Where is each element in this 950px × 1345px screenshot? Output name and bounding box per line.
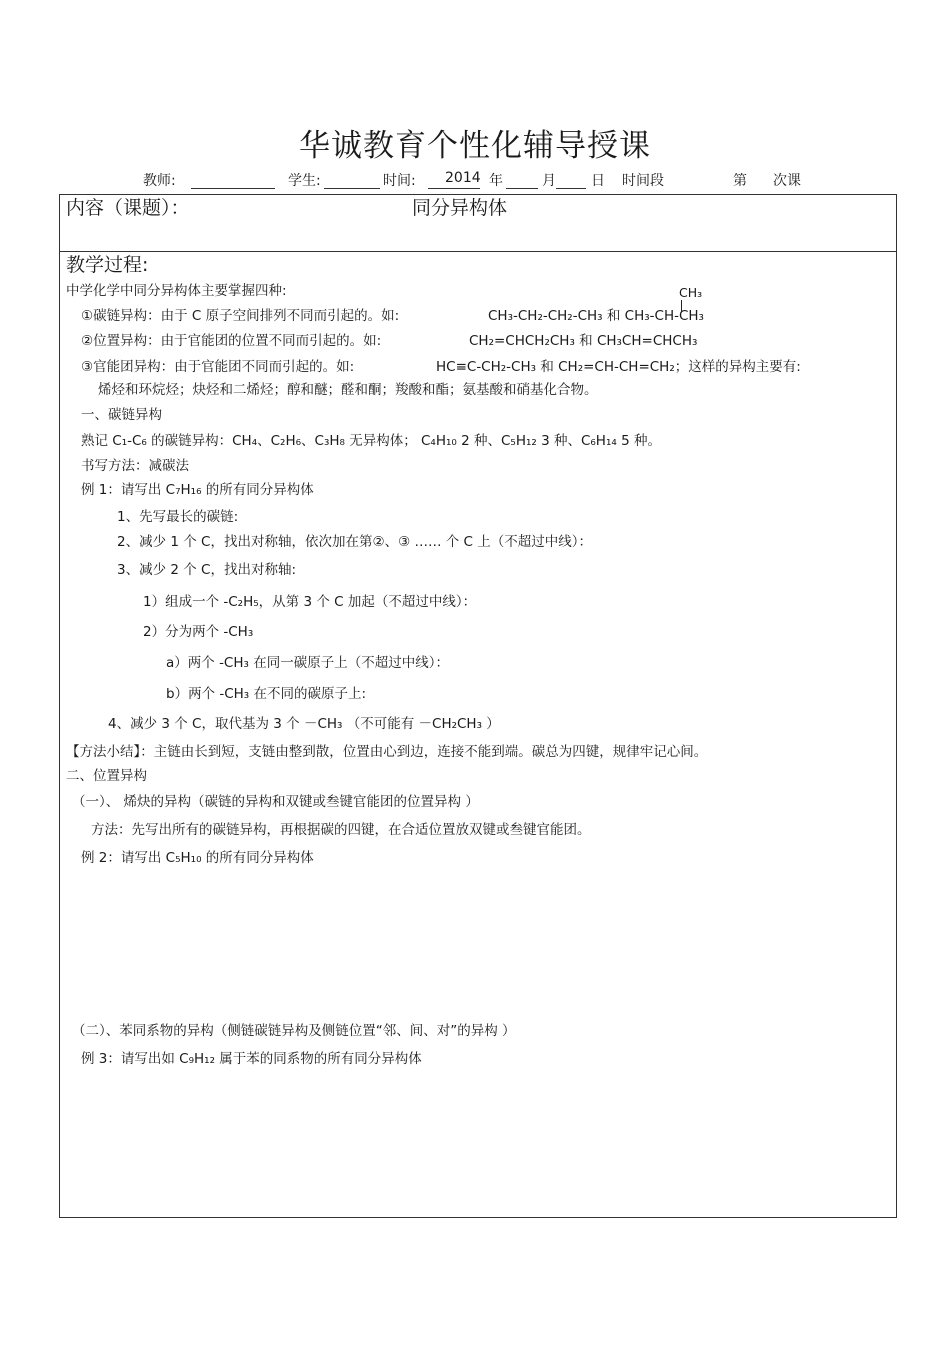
subsection-alkene-alkyne: （一）、 烯炔的异构（碳链的异构和双键或叁键官能团的位置异构 ）	[72, 794, 479, 810]
day-unit: 日	[591, 173, 605, 189]
month-unit: 月	[542, 173, 556, 189]
step-3: 3、减少 2 个 C，找出对称轴:	[117, 562, 297, 578]
time-label: 时间:	[383, 173, 416, 189]
step-4: 4、减少 3 个 C，取代基为 3 个 －CH₃ （不可能有 －CH₂CH₃ ）	[108, 716, 500, 732]
step-3-2: 2）分为两个 -CH₃	[143, 624, 254, 640]
content-topic: 同分异构体	[412, 197, 508, 219]
functional-iso-formula: HC≡C-CH₂-CH₃ 和 CH₂=CH-CH=CH₂；这样的异构主要有:	[436, 359, 801, 375]
method-text: 书写方法：减碳法	[81, 458, 189, 474]
branch-ch3: CH₃	[679, 285, 703, 300]
teacher-blank[interactable]	[191, 188, 275, 189]
year-blank[interactable]	[428, 188, 480, 189]
carbon-chain-formula: CH₃-CH₂-CH₂-CH₃ 和 CH₃-CH-CH₃	[488, 308, 704, 324]
student-label: 学生:	[288, 173, 321, 189]
student-blank[interactable]	[324, 188, 380, 189]
step-3-1: 1）组成一个 -C₂H₅，从第 3 个 C 加起（不超过中线）：	[143, 594, 477, 610]
section-position: 二、位置异构	[66, 768, 147, 784]
lesson-label: 次课	[773, 173, 801, 189]
year-value: 2014	[445, 170, 481, 186]
example-2: 例 2：请写出 C₅H₁₀ 的所有同分异构体	[81, 850, 314, 866]
process-label: 教学过程:	[66, 254, 149, 276]
example-3: 例 3：请写出如 C₉H₁₂ 属于苯的同系物的所有同分异构体	[81, 1051, 422, 1067]
memorize-text: 熟记 C₁-C₆ 的碳链异构：CH₄、C₂H₆、C₃H₈ 无异构体； C₄H₁₀ 2 种、C₅H₁₂ 3 种、C₆H₁₄ 5 种。	[81, 433, 661, 449]
teacher-label: 教师:	[143, 173, 176, 189]
iso-types: 烯烃和环烷烃；炔烃和二烯烃；醇和醚；醛和酮；羧酸和酯；氨基酸和硝基化合物。	[98, 382, 598, 398]
section-carbon-chain: 一、碳链异构	[81, 407, 162, 423]
subsection-benzene: （二）、苯同系物的异构（侧链碳链异构及侧链位置“邻、间、对”的异构 ）	[72, 1023, 516, 1039]
step-3-2a: a）两个 -CH₃ 在同一碳原子上（不超过中线）：	[166, 655, 449, 671]
step-1: 1、先写最长的碳链:	[117, 509, 239, 525]
intro-text: 中学化学中同分异构体主要掌握四种:	[66, 283, 287, 299]
page-title: 华诚教育个性化辅导授课	[299, 128, 651, 164]
example-1: 例 1：请写出 C₇H₁₆ 的所有同分异构体	[81, 482, 314, 498]
functional-iso-text: ③官能团异构：由于官能团不同而引起的。如:	[81, 359, 355, 375]
table-divider	[59, 251, 897, 252]
month-blank[interactable]	[506, 188, 538, 189]
subsection-1-method: 方法：先写出所有的碳链异构，再根据碳的四键，在合适位置放双键或叁键官能团。	[91, 822, 591, 838]
carbon-chain-text: ①碳链异构：由于 C 原子空间排列不同而引起的。如:	[81, 308, 400, 324]
position-iso-formula: CH₂=CHCH₂CH₃ 和 CH₃CH=CHCH₃	[469, 333, 698, 349]
step-2: 2、减少 1 个 C，找出对称轴，依次加在第②、③ …… 个 C 上（不超过中线）：	[117, 534, 593, 550]
step-3-2b: b）两个 -CH₃ 在不同的碳原子上:	[166, 686, 367, 702]
position-iso-text: ②位置异构：由于官能团的位置不同而引起的。如:	[81, 333, 382, 349]
period-label: 时间段	[622, 173, 664, 189]
di-label: 第	[733, 173, 747, 189]
method-summary: 【方法小结】：主链由长到短，支链由整到散，位置由心到边，连接不能到端。碳总为四键，规律牢记心间。	[66, 744, 708, 760]
content-label: 内容（课题）：	[66, 197, 190, 219]
day-blank[interactable]	[556, 188, 586, 189]
year-unit: 年	[489, 173, 503, 189]
